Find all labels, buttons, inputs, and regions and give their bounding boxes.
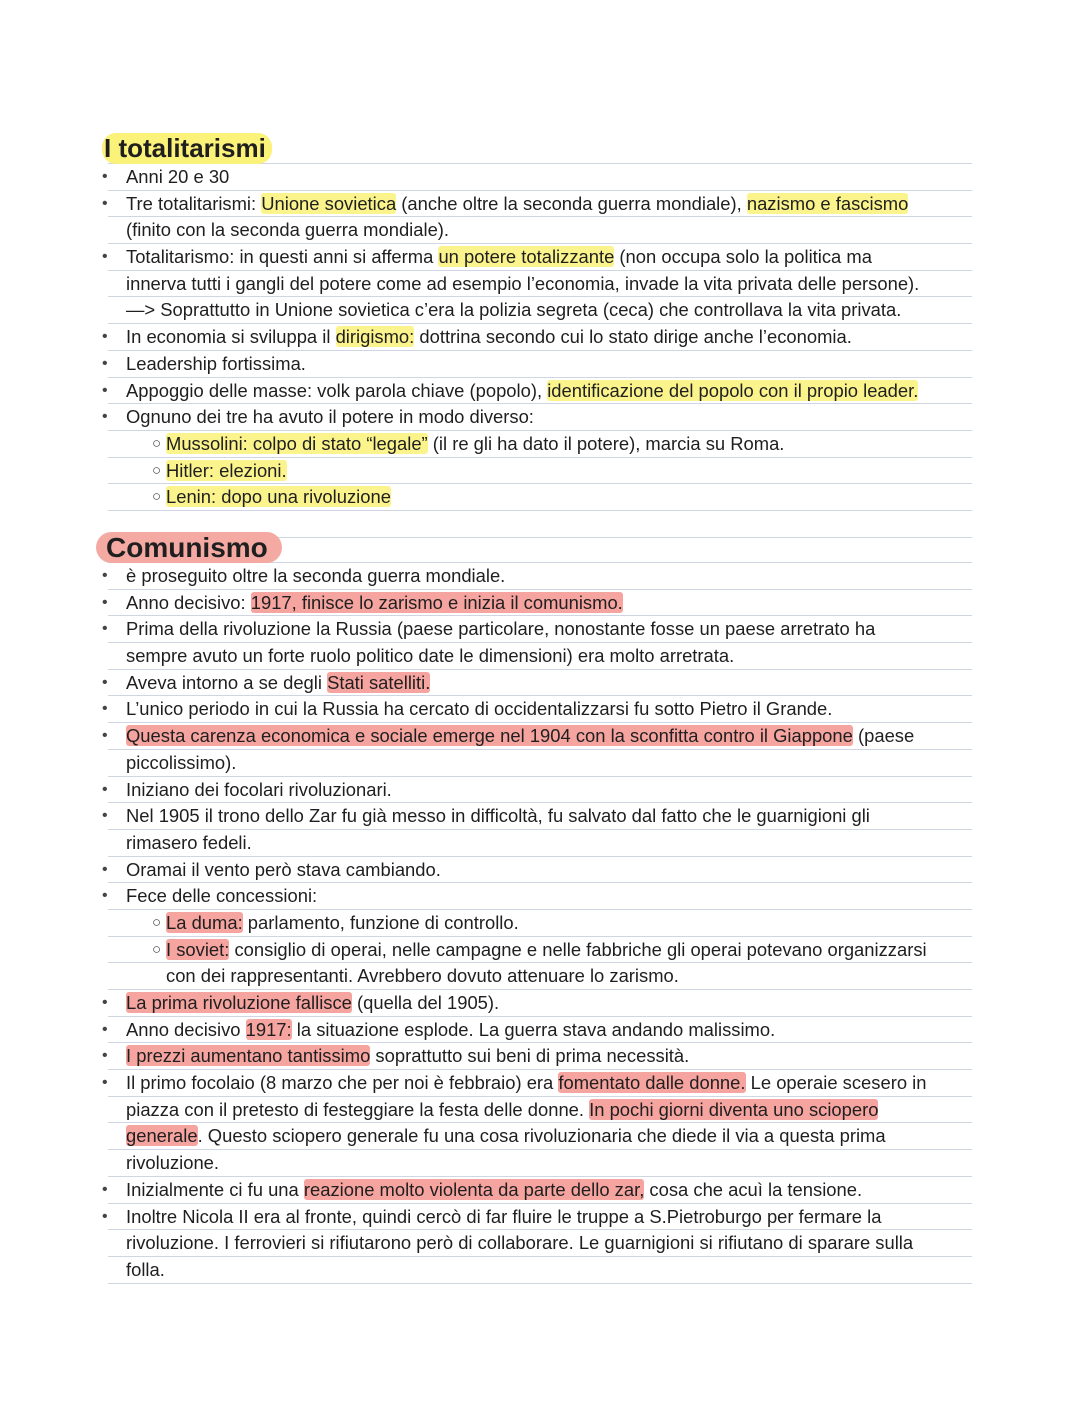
bullet-icon: • [102, 194, 108, 212]
text-run: Appoggio delle masse: volk parola chiave (popolo), [126, 379, 548, 401]
line-text [126, 990, 499, 1017]
note-line [102, 1177, 972, 1204]
note-line [108, 1257, 972, 1284]
line-text [126, 563, 505, 590]
line-text [126, 643, 734, 670]
highlight-red: Stati satelliti. [327, 671, 431, 693]
bullet-icon: • [102, 887, 108, 905]
note-line [102, 324, 972, 351]
note-line [102, 990, 972, 1017]
note-line [102, 164, 972, 191]
text-run: (quella del 1905). [351, 992, 500, 1013]
highlight-yellow: nazismo e fascismo [746, 192, 909, 214]
note-line [108, 750, 972, 777]
text-run: parlamento, funzione di controllo. [242, 911, 519, 933]
text-run: Le operaie scesero in [745, 1072, 927, 1094]
bullet-icon: • [102, 328, 108, 346]
line-text [126, 616, 875, 643]
sub-bullet-icon: ○ [152, 913, 162, 931]
line-text [126, 297, 901, 324]
bullet-icon: • [102, 168, 108, 185]
highlight-yellow: un potere totalizzante [438, 246, 615, 268]
bullet-icon: • [102, 408, 108, 426]
bullet-icon: • [102, 1180, 108, 1198]
text-run: è proseguito oltre la seconda guerra mondiale. [126, 565, 506, 586]
text-run: Anno decisivo [126, 1018, 246, 1040]
line-text [126, 1204, 881, 1231]
line-text [166, 937, 927, 964]
sub-bullet-icon: ○ [152, 940, 162, 958]
line-text [126, 271, 919, 298]
line-text [126, 351, 306, 378]
note-line [102, 696, 972, 723]
line-text [126, 1257, 165, 1284]
highlight-red: La prima rivoluzione fallisce [126, 992, 352, 1013]
text-run: . Questo sciopero generale fu una cosa rivoluzionaria che diede il via a questa prima [197, 1125, 886, 1147]
line-text [126, 803, 870, 830]
bullet-icon: • [102, 354, 108, 372]
text-run: (non occupa solo la politica ma [614, 246, 872, 268]
line-text [126, 1123, 886, 1150]
line-text [126, 404, 534, 431]
line-text [126, 883, 317, 910]
line-text [126, 777, 392, 804]
bullet-icon: • [102, 620, 108, 638]
text-run: (il re gli ha dato il potere), marcia su Roma. [427, 432, 785, 454]
bullet-icon: • [102, 567, 108, 584]
text-run: Tre totalitarismi: [126, 192, 262, 214]
bullet-icon: • [102, 1207, 108, 1225]
highlight-red: generale [126, 1125, 198, 1147]
note-line [108, 643, 972, 670]
line-text [166, 431, 784, 458]
line-text [126, 670, 430, 697]
note-line [102, 777, 972, 804]
text-run: sempre avuto un forte ruolo politico date le dimensioni) era molto arretrata. [126, 645, 735, 667]
note-line [102, 723, 972, 750]
line-text [166, 910, 519, 937]
note-line [102, 191, 972, 218]
sub-bullet-icon: ○ [152, 488, 162, 506]
text-run: con dei rappresentanti. Avrebbero dovuto attenuare lo zarismo. [166, 965, 679, 987]
sub-bullet-icon: ○ [152, 434, 162, 452]
text-run: (anche oltre la seconda guerra mondiale), [396, 192, 747, 214]
text-run: dottrina secondo cui lo stato dirige anche l’economia. [414, 326, 852, 348]
bullet-icon: • [102, 1047, 108, 1065]
bullet-icon: • [102, 807, 108, 825]
note-line [102, 883, 972, 910]
note-line [102, 1204, 972, 1231]
note-line [102, 404, 972, 431]
note-line [108, 830, 972, 857]
section-comunismo [102, 532, 972, 1284]
note-line [108, 458, 972, 485]
highlight-red: Questa carenza economica e sociale emerge nel 1904 con la sconfitta contro il Giappone [126, 725, 853, 747]
text-run: Ognuno dei tre ha avuto il potere in modo diverso: [126, 406, 534, 428]
line-text [126, 244, 872, 271]
note-line [102, 378, 972, 405]
section-totalitarismi [102, 133, 972, 538]
highlight-red: fomentato dalle donne. [558, 1072, 746, 1094]
highlight-red: In pochi giorni diventa uno sciopero [589, 1098, 879, 1120]
bullet-icon: • [102, 1020, 108, 1038]
line-text [166, 963, 679, 990]
line-text [126, 1230, 913, 1257]
highlight-yellow: Lenin: dopo una rivoluzione [166, 486, 391, 508]
text-run: Aveva intorno a se degli [126, 671, 328, 693]
text-run: Anno decisivo: [126, 591, 251, 613]
text-run: piazza con il pretesto di festeggiare la festa delle donne. [126, 1098, 590, 1120]
text-run: Fece delle concessioni: [126, 885, 318, 907]
note-line [108, 217, 972, 244]
note-line [108, 271, 972, 298]
text-run: Leadership fortissima. [126, 352, 306, 374]
line-text [126, 164, 229, 191]
line-text [126, 1150, 219, 1177]
line-text [126, 1043, 689, 1070]
line-text [126, 1097, 878, 1124]
section-title: Comunismo [96, 532, 282, 563]
section-title: I totalitarismi [102, 133, 272, 164]
bullet-icon: • [102, 593, 108, 611]
note-line [102, 1070, 972, 1097]
note-line [108, 1150, 972, 1177]
note-line [102, 590, 972, 617]
note-line [102, 244, 972, 271]
line-text [126, 324, 852, 351]
text-run: folla. [126, 1258, 165, 1280]
line-text [126, 590, 623, 617]
text-run: rivoluzione. I ferrovieri si rifiutarono però di collaborare. Le guarnigioni si rifiutano di sparare sulla [126, 1232, 914, 1254]
note-line [102, 1017, 972, 1044]
line-text [126, 1070, 926, 1097]
note-line [108, 963, 972, 990]
bullet-icon: • [102, 727, 108, 745]
note-line [108, 484, 972, 511]
line-text [126, 830, 252, 857]
note-line [108, 1097, 972, 1124]
line-text [166, 484, 391, 511]
bullet-icon: • [102, 780, 108, 798]
highlight-yellow: Hitler: elezioni. [166, 459, 287, 481]
section-title-row [108, 532, 972, 563]
text-run: rivoluzione. [126, 1152, 220, 1174]
text-run: Nel 1905 il trono dello Zar fu già messo in difficoltà, fu salvato dal fatto che le guarnigioni gli [126, 805, 870, 827]
sub-bullet-icon: ○ [152, 461, 162, 479]
highlight-yellow: identificazione del popolo con il propio leader. [547, 379, 919, 401]
line-text [126, 696, 832, 723]
line-text [126, 1177, 862, 1204]
highlight-yellow: dirigismo: [335, 326, 415, 348]
note-line [102, 670, 972, 697]
text-run: la situazione esplode. La guerra stava andando malissimo. [291, 1018, 776, 1040]
note-line [108, 910, 972, 937]
note-line [102, 803, 972, 830]
bullet-icon: • [102, 381, 108, 399]
highlight-red: I prezzi aumentano tantissimo [126, 1045, 371, 1067]
line-text [126, 378, 918, 405]
note-line [108, 1230, 972, 1257]
note-line [102, 1043, 972, 1070]
text-run: Oramai il vento però stava cambiando. [126, 858, 441, 880]
text-run: (paese [852, 725, 915, 747]
note-line [108, 1123, 972, 1150]
note-line [102, 857, 972, 884]
text-run: piccolissimo). [126, 751, 237, 773]
text-run: Anni 20 e 30 [126, 166, 230, 187]
text-run: —> Soprattutto in Unione sovietica c’era la polizia segreta (ceca) che controllava la vita privata. [126, 299, 902, 321]
highlight-red: reazione molto violenta da parte dello zar, [303, 1178, 645, 1200]
bullet-icon: • [102, 673, 108, 691]
bullet-icon: • [102, 994, 108, 1011]
note-line [102, 351, 972, 378]
line-text [126, 857, 441, 884]
line-text [126, 723, 914, 750]
text-run: consiglio di operai, nelle campagne e nelle fabbriche gli operai potevano organizzarsi [229, 938, 927, 960]
highlight-red: La duma: [166, 911, 243, 933]
highlight-yellow: Mussolini: colpo di stato “legale” [166, 432, 428, 454]
highlight-red: 1917, finisce lo zarismo e inizia il comunismo. [250, 591, 623, 613]
bullet-icon: • [102, 1074, 108, 1092]
note-line [108, 431, 972, 458]
text-run: In economia si sviluppa il [126, 326, 336, 348]
text-run: Il primo focolaio (8 marzo che per noi è febbraio) era [126, 1072, 559, 1094]
line-text [126, 1017, 775, 1044]
text-run: (finito con la seconda guerra mondiale). [126, 219, 450, 241]
text-run: Inoltre Nicola II era al fronte, quindi cercò di far fluire le truppe a S.Pietroburgo per fermare la [126, 1205, 882, 1227]
text-run: Inizialmente ci fu una [126, 1178, 304, 1200]
text-run: innerva tutti i gangli del potere come ad esempio l’economia, invade la vita privata delle persone). [126, 272, 920, 294]
note-line [108, 297, 972, 324]
text-run: rimasero fedeli. [126, 831, 252, 853]
note-line [102, 616, 972, 643]
text-run: Totalitarismo: in questi anni si afferma [126, 246, 439, 268]
highlight-yellow: Unione sovietica [261, 192, 397, 214]
text-run: soprattutto sui beni di prima necessità. [370, 1045, 690, 1067]
highlight-red: I soviet: [166, 938, 230, 960]
note-line [102, 563, 972, 590]
line-text [126, 217, 449, 244]
text-run: L’unico periodo in cui la Russia ha cercato di occidentalizzarsi fu sotto Pietro il Grande. [126, 698, 833, 720]
section-title-row [104, 133, 972, 164]
bullet-icon: • [102, 700, 108, 718]
text-run: Iniziano dei focolari rivoluzionari. [126, 778, 392, 800]
highlight-red: 1917: [245, 1018, 292, 1040]
bullet-icon: • [102, 248, 108, 266]
line-text [126, 750, 236, 777]
text-run: Prima della rivoluzione la Russia (paese particolare, nonostante fosse un paese arretrato ha [126, 618, 876, 640]
bullet-icon: • [102, 860, 108, 878]
line-text [166, 458, 287, 485]
line-text [126, 191, 908, 218]
note-line [108, 937, 972, 964]
text-run: cosa che acuì la tensione. [644, 1178, 863, 1200]
